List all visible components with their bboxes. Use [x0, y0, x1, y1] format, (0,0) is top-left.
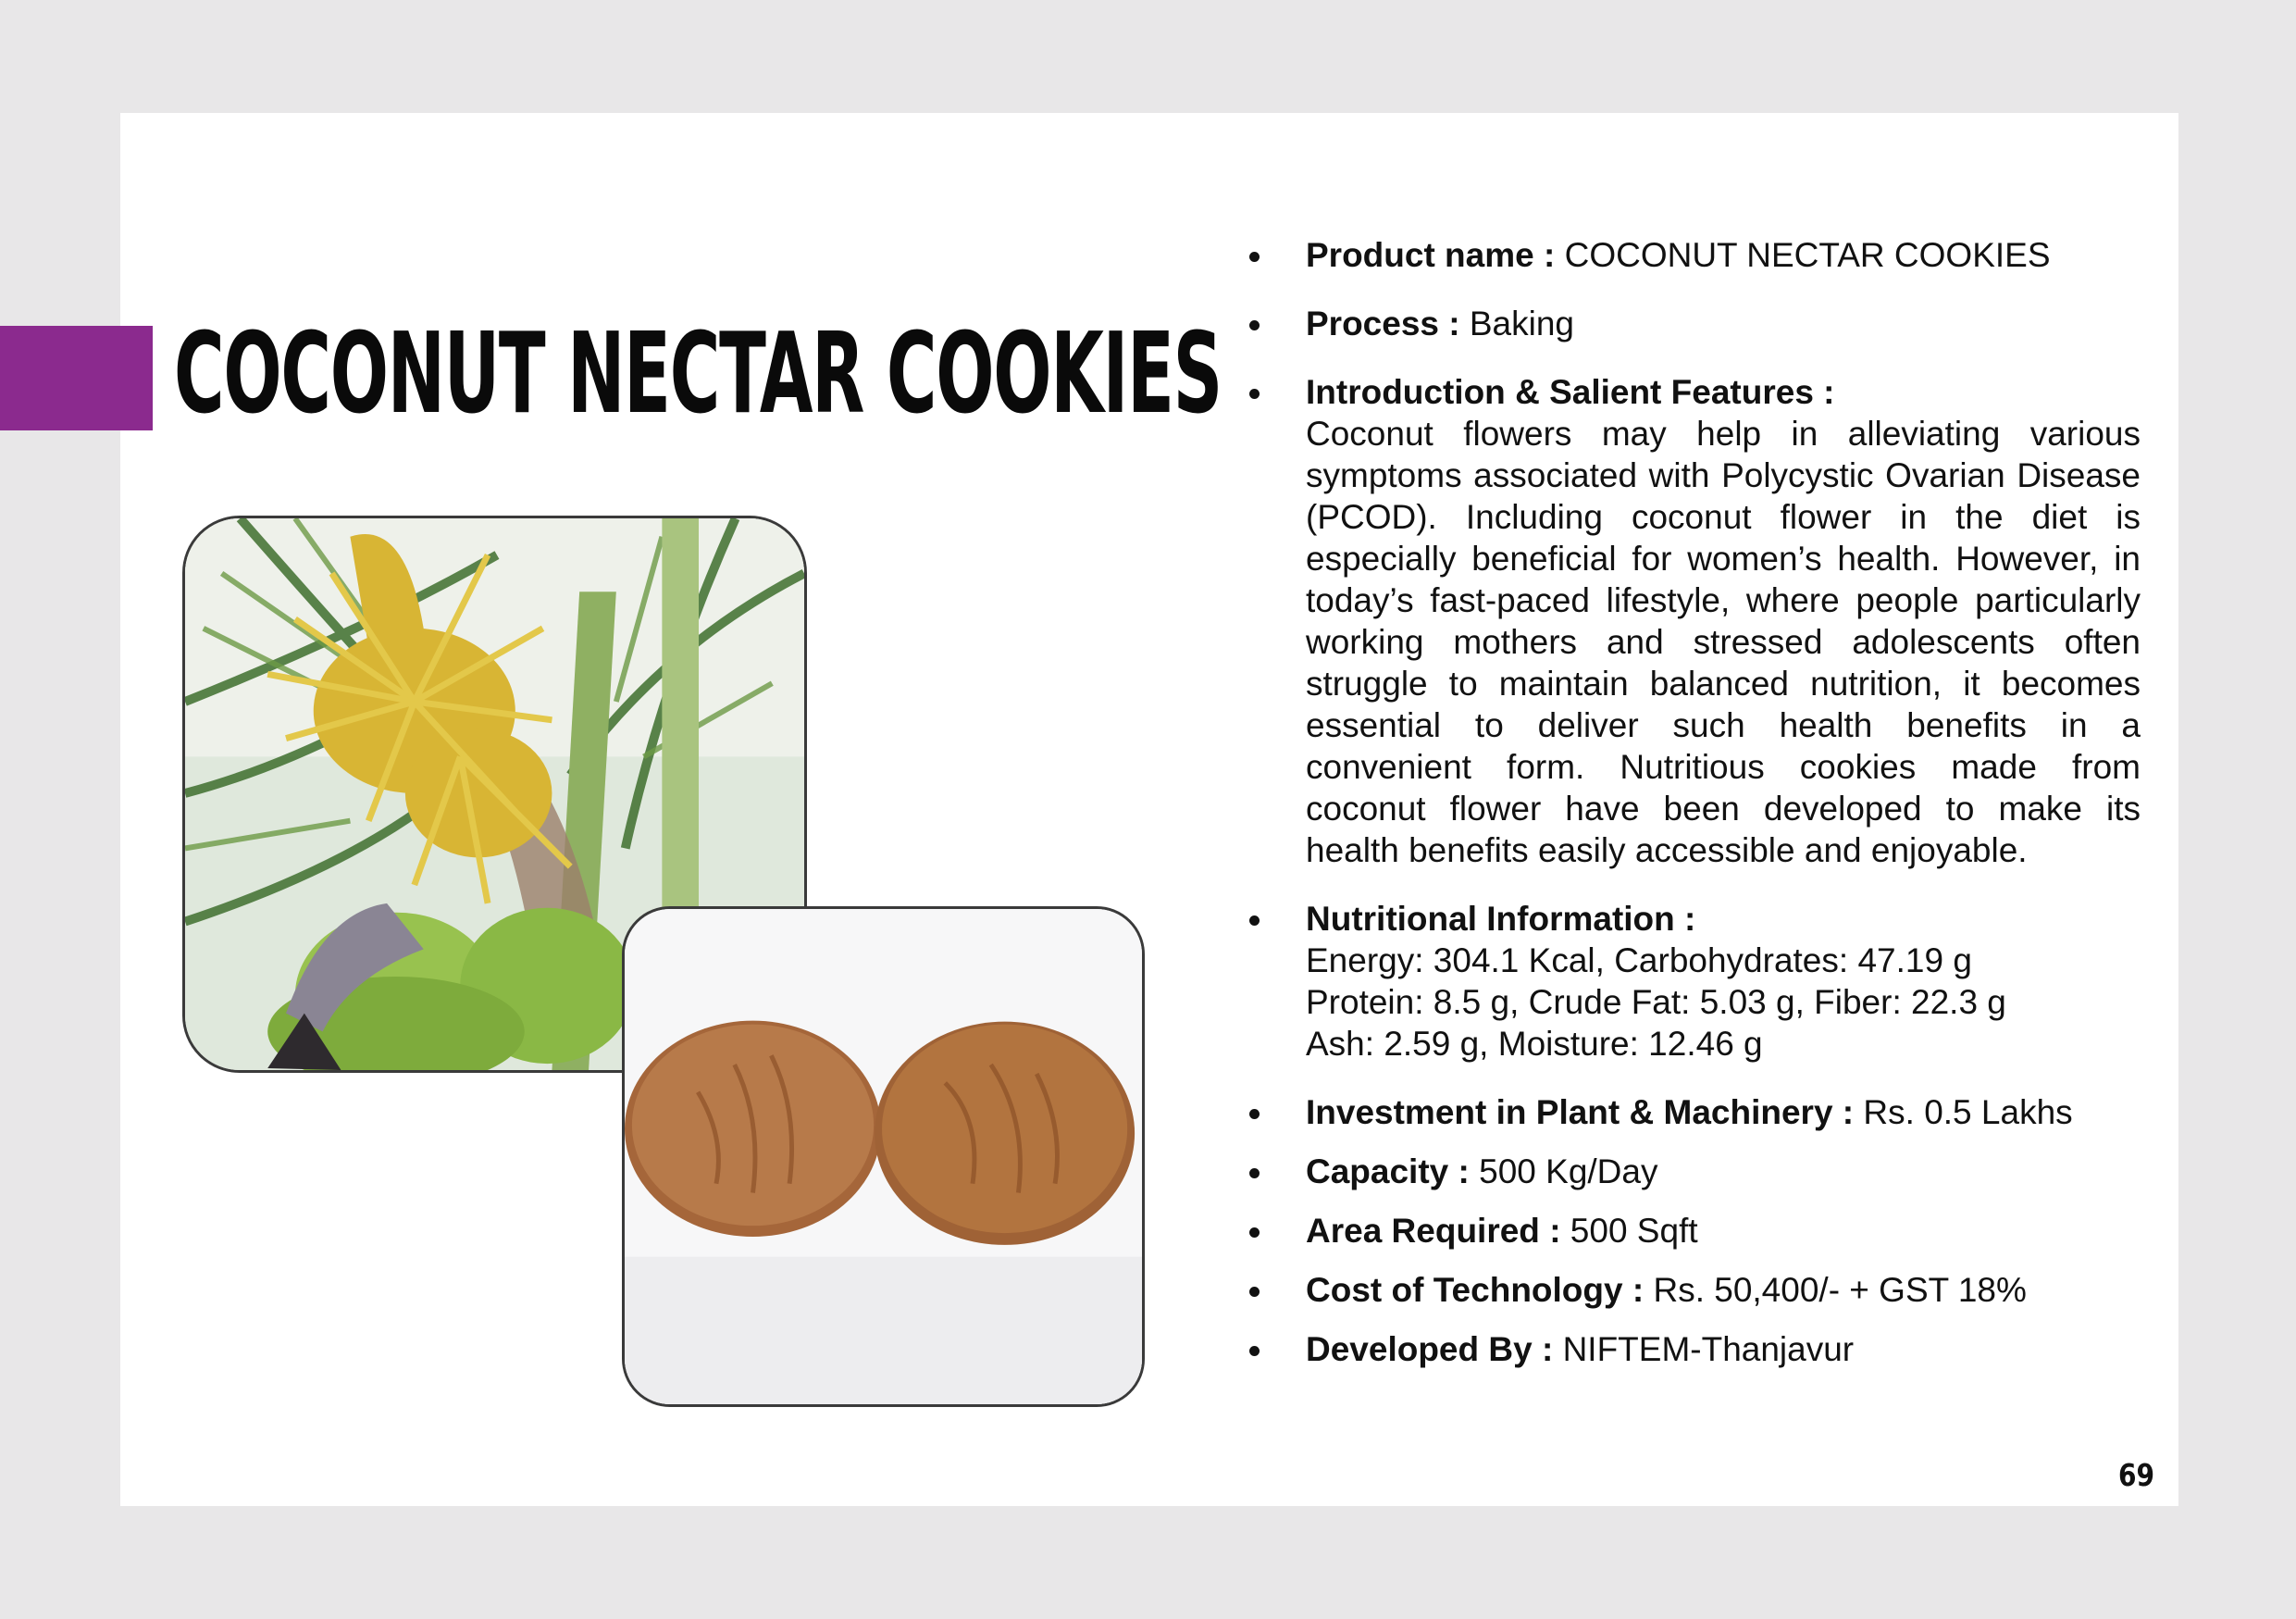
nutrition-label: Nutritional Information : — [1306, 900, 1696, 938]
introduction-text: Coconut flowers may help in alleviating various symptoms associated with Polycystic Ovarian Disease (PCOD). Including coconut flower in the diet is especially beneficial for women’s health. However, in today’s fast-paced lifestyle, where people particularly working mothers and stressed adolescents often struggle to maintain balanced nutrition, it becomes essential to deliver such health benefits in a convenient form. Nutritious cookies made from coconut flower have been developed to make its health benefits easily accessible and enjoyable. — [1306, 415, 2141, 869]
detail-investment — [1245, 1091, 2141, 1133]
developed-by-label: Developed By : — [1306, 1330, 1554, 1368]
area-label: Area Required : — [1306, 1212, 1561, 1250]
product-name-value: COCONUT NECTAR COOKIES — [1564, 236, 2051, 274]
product-name-label: Product name : — [1306, 236, 1556, 274]
page-number: 69 — [2118, 1457, 2155, 1493]
area-value: 500 Sqft — [1570, 1212, 1698, 1250]
developed-by-value: NIFTEM-Thanjavur — [1562, 1330, 1855, 1368]
nutrition-line: Energy: 304.1 Kcal, Carbohydrates: 47.19 g — [1306, 941, 1972, 979]
detail-developed-by — [1245, 1328, 2141, 1370]
investment-label: Investment in Plant & Machinery : — [1306, 1093, 1855, 1131]
detail-area — [1245, 1210, 2141, 1252]
detail-introduction — [1245, 371, 2141, 871]
process-label: Process : — [1306, 305, 1460, 342]
detail-product-name — [1245, 234, 2141, 276]
product-details-list — [1245, 234, 2141, 1388]
investment-value: Rs. 0.5 Lakhs — [1863, 1093, 2073, 1131]
detail-process — [1245, 303, 2141, 344]
cookies-illustration — [625, 909, 1142, 1404]
detail-nutrition — [1245, 898, 2141, 1065]
cost-value: Rs. 50,400/- + GST 18% — [1653, 1271, 2027, 1309]
cost-label: Cost of Technology : — [1306, 1271, 1644, 1309]
coconut-cookies-photo — [622, 906, 1145, 1407]
capacity-value: 500 Kg/Day — [1479, 1152, 1658, 1190]
nutrition-line: Ash: 2.59 g, Moisture: 12.46 g — [1306, 1025, 1763, 1063]
detail-capacity — [1245, 1151, 2141, 1192]
capacity-label: Capacity : — [1306, 1152, 1470, 1190]
process-value: Baking — [1469, 305, 1575, 342]
page-title: COCONUT NECTAR COOKIES — [174, 310, 1222, 439]
detail-cost — [1245, 1269, 2141, 1311]
nutrition-line: Protein: 8.5 g, Crude Fat: 5.03 g, Fiber: 22.3 g — [1306, 983, 2006, 1021]
accent-bar — [0, 326, 153, 430]
introduction-label: Introduction & Salient Features : — [1306, 373, 1835, 411]
